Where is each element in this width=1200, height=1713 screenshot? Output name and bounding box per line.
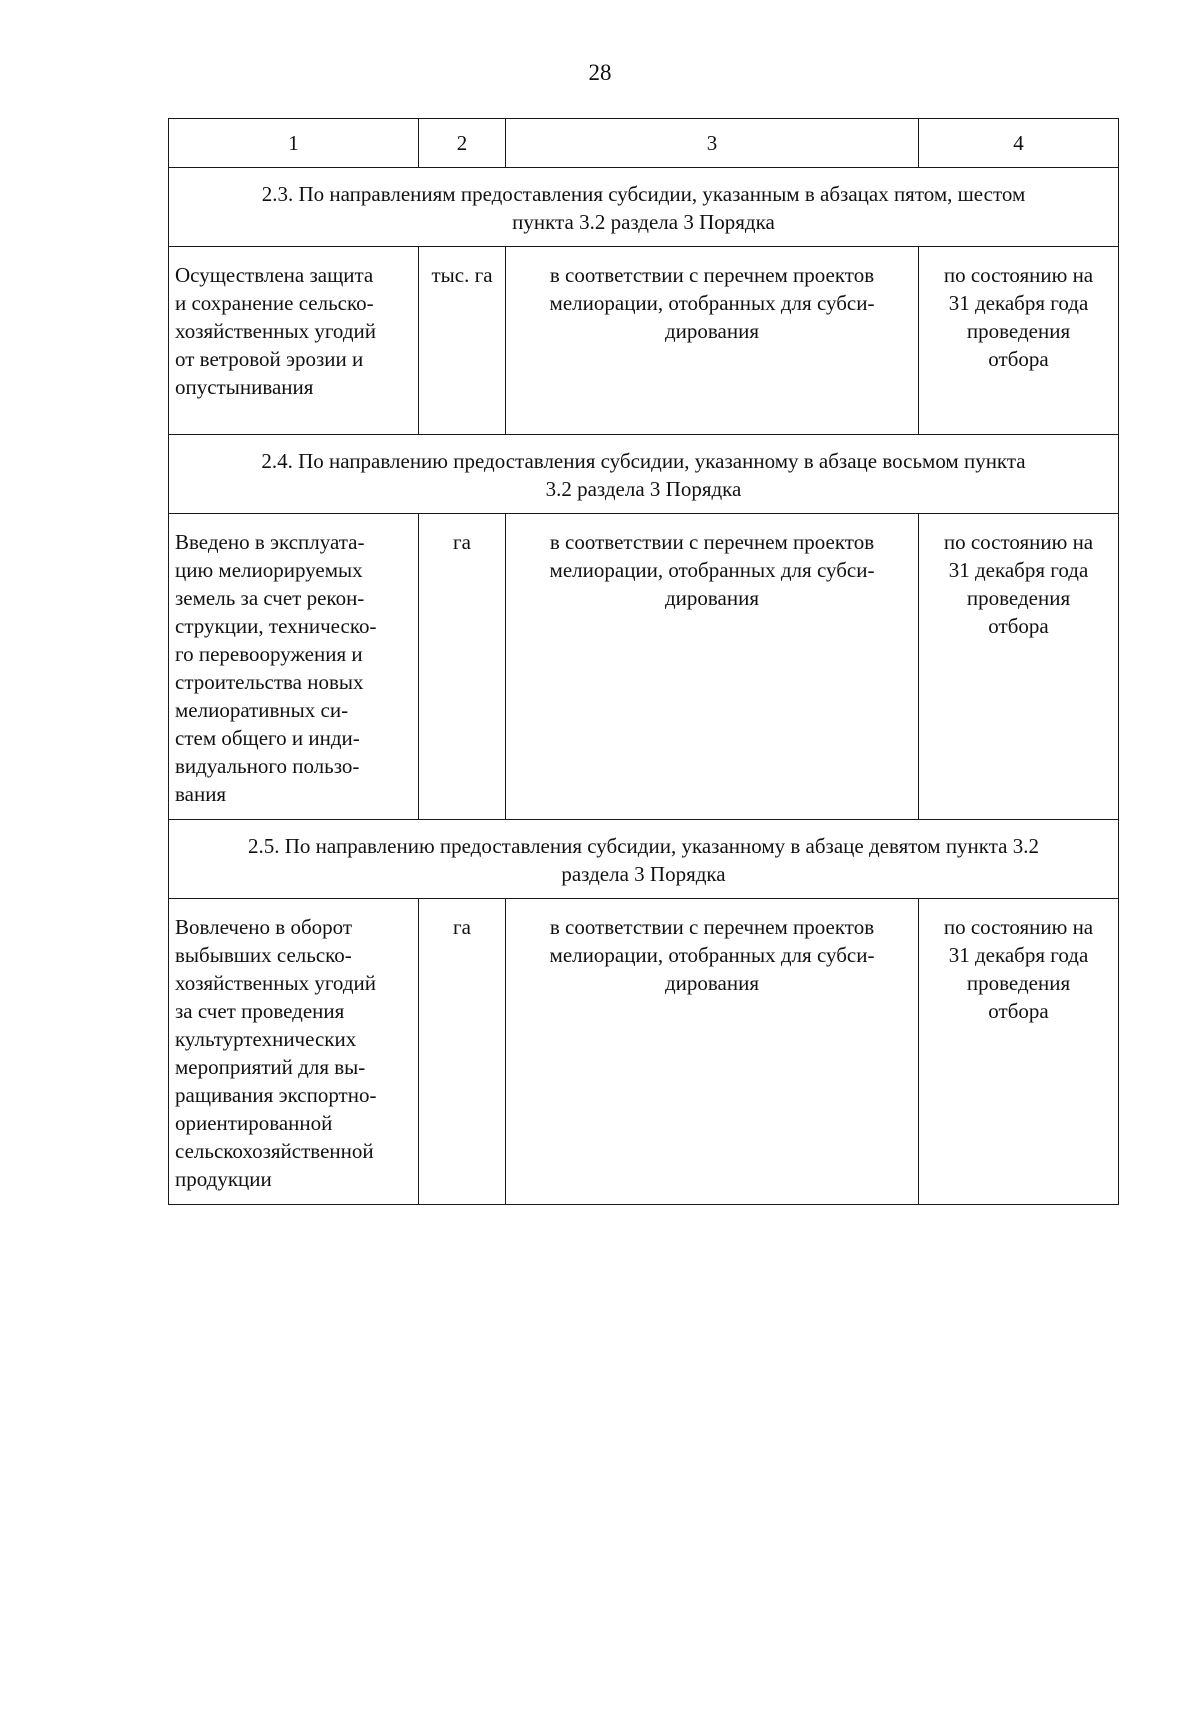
unit-cell: га — [419, 514, 506, 820]
column-number: 2 — [419, 119, 506, 168]
section-heading: 2.3. По направлениям предоставления субсидии, указанным в абзацах пятом, шестом пункта 3.2 раздела 3 Порядка — [169, 168, 1119, 247]
section-heading-row — [169, 168, 1119, 247]
section-heading-row — [169, 820, 1119, 899]
section-heading: 2.5. По направлению предоставления субсидии, указанному в абзаце девятом пункта 3.2 раздела 3 Порядка — [169, 820, 1119, 899]
indicator-cell: Введено в эксплуата- цию мелиорируемых земель за счет рекон- струкции, техническо- го перевооружения и строительства новых мелиоративных си- стем общего и инди- видуального пользо- вания — [169, 514, 419, 820]
source-cell: в соответствии с перечнем проектов мелиорации, отобранных для субси- дирования — [506, 514, 919, 820]
unit-cell: тыс. га — [419, 247, 506, 435]
column-numbers-row — [169, 119, 1119, 168]
indicator-cell: Вовлечено в оборот выбывших сельско- хозяйственных угодий за счет проведения культуртехнических мероприятий для вы- ращивания экспортно- ориентированной сельскохозяйственной продукции — [169, 899, 419, 1205]
table-row — [169, 247, 1119, 435]
date-cell: по состоянию на 31 декабря года проведения отбора — [919, 247, 1119, 435]
table-row — [169, 514, 1119, 820]
indicator-cell: Осуществлена защита и сохранение сельско- хозяйственных угодий от ветровой эрозии и опустынивания — [169, 247, 419, 435]
indicators-table — [168, 118, 1119, 1205]
column-number: 4 — [919, 119, 1119, 168]
unit-cell: га — [419, 899, 506, 1205]
source-cell: в соответствии с перечнем проектов мелиорации, отобранных для субси- дирования — [506, 899, 919, 1205]
section-heading-row — [169, 435, 1119, 514]
column-number: 1 — [169, 119, 419, 168]
table-row — [169, 899, 1119, 1205]
date-cell: по состоянию на 31 декабря года проведения отбора — [919, 514, 1119, 820]
section-heading: 2.4. По направлению предоставления субсидии, указанному в абзаце восьмом пункта 3.2 раздела 3 Порядка — [169, 435, 1119, 514]
column-number: 3 — [506, 119, 919, 168]
source-cell: в соответствии с перечнем проектов мелиорации, отобранных для субси- дирования — [506, 247, 919, 435]
page-number: 28 — [588, 60, 612, 85]
date-cell: по состоянию на 31 декабря года проведения отбора — [919, 899, 1119, 1205]
